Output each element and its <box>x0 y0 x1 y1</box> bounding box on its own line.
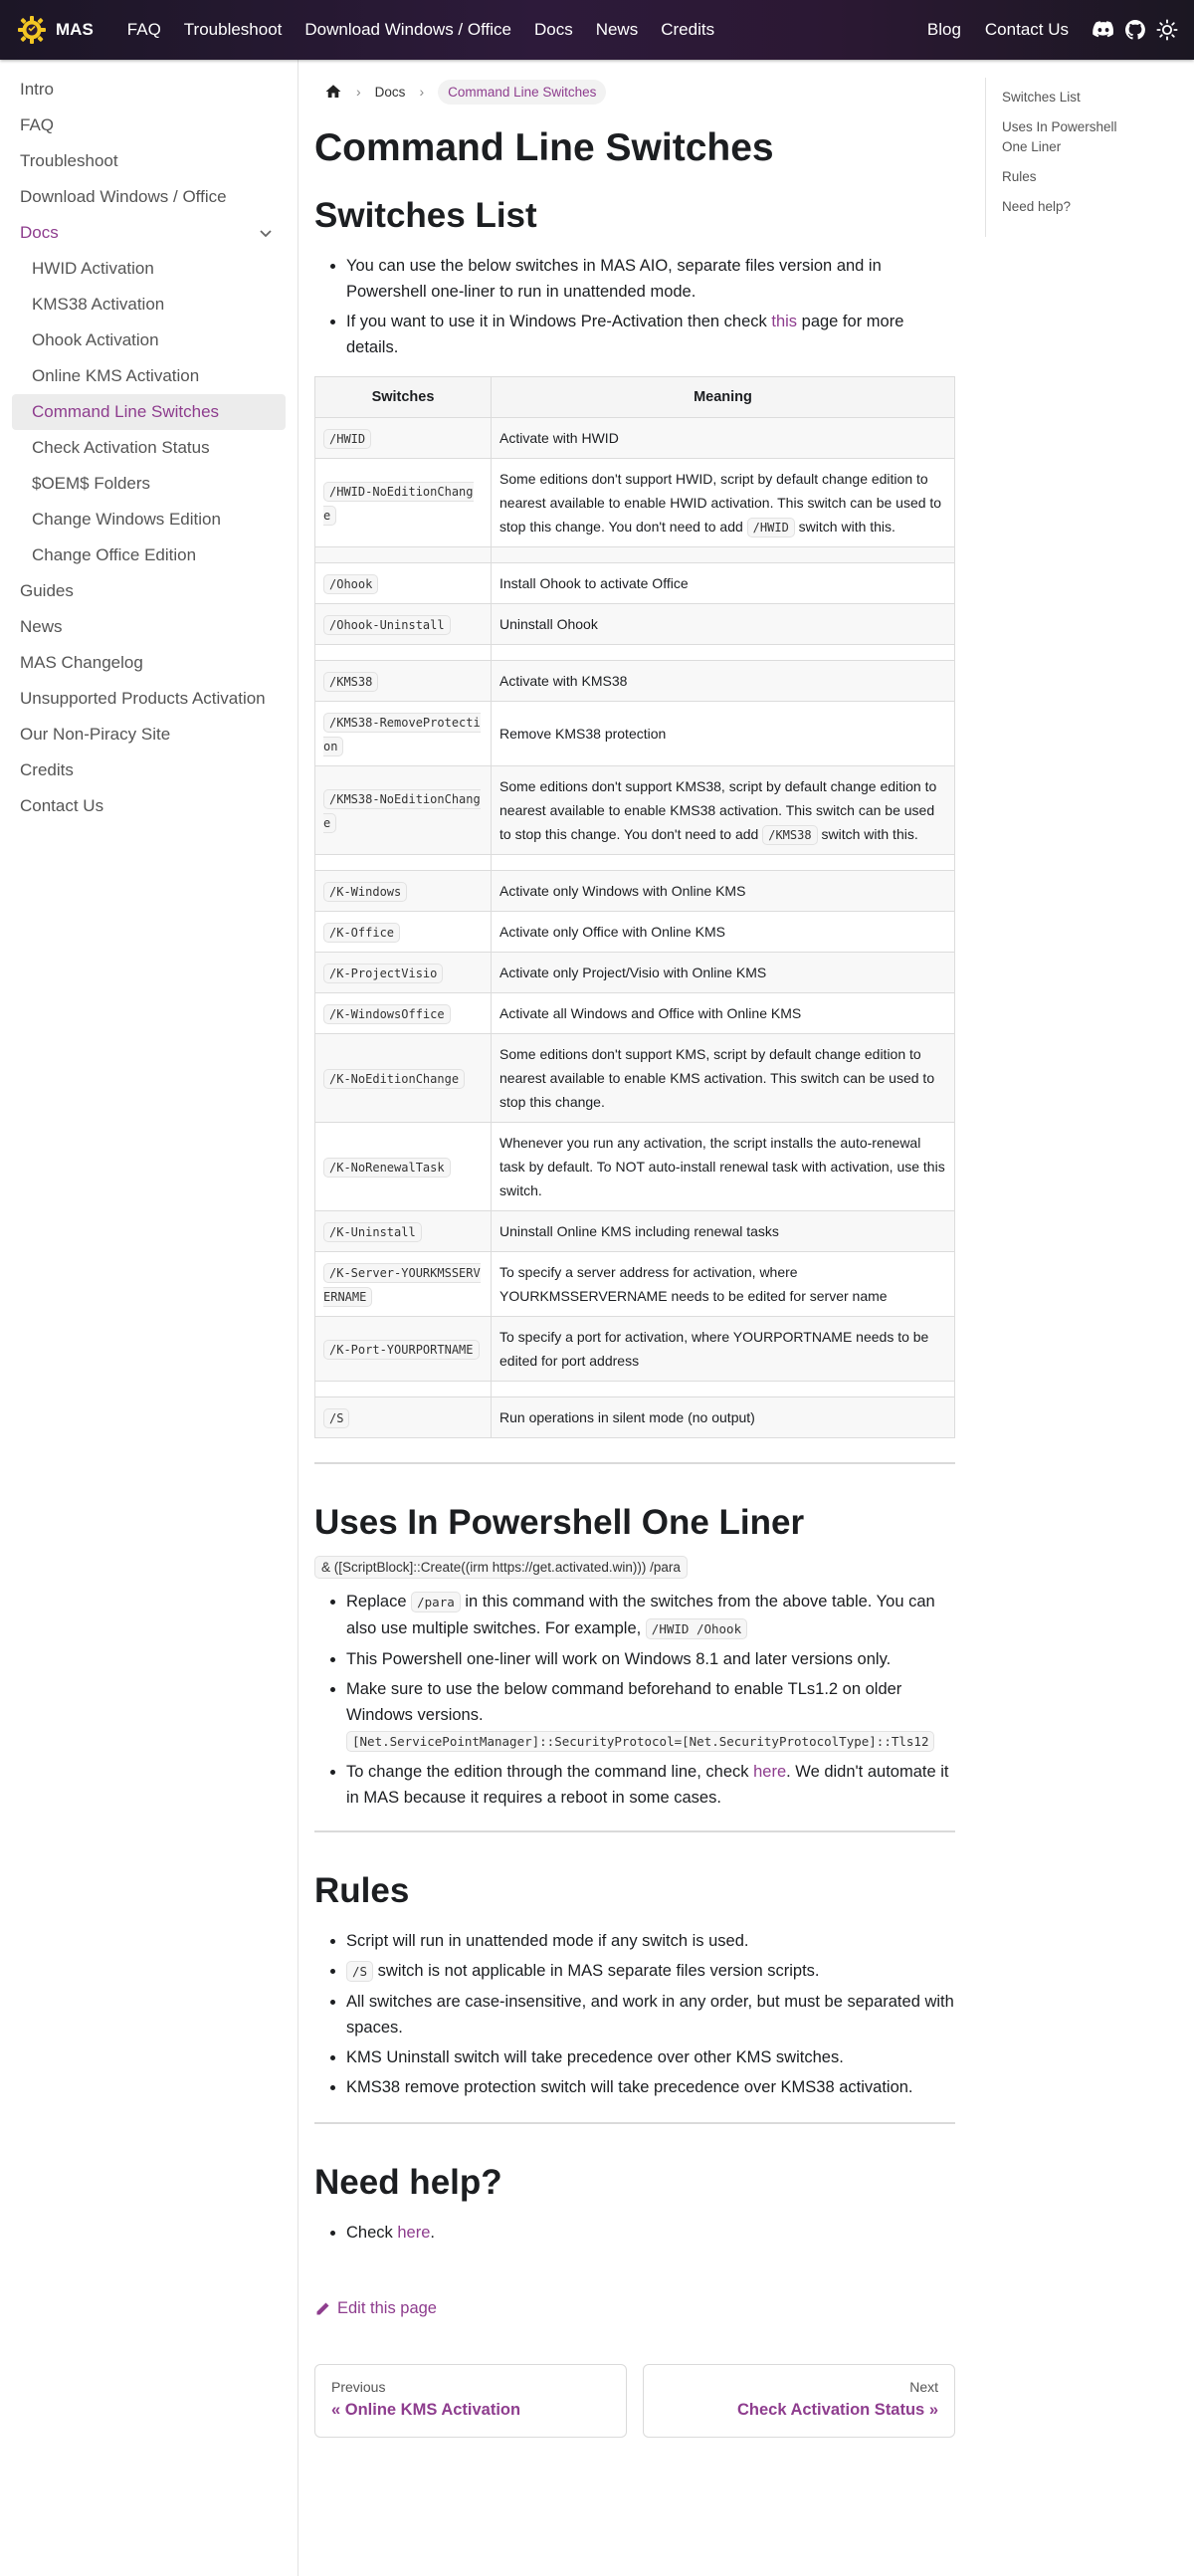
sidebar-item-command-line-switches[interactable]: Command Line Switches <box>12 394 286 430</box>
switch-code: /K-Server-YOURKMSSERVERNAME <box>323 1263 481 1307</box>
breadcrumb-current: Command Line Switches <box>438 80 606 105</box>
switch-code: /KMS38 <box>323 672 378 692</box>
switch-code: /HWID-NoEditionChange <box>323 482 474 526</box>
theme-toggle-sun-icon[interactable] <box>1156 19 1178 41</box>
docs-sidebar <box>0 60 298 2576</box>
toc-item-switches-list[interactable]: Switches List <box>1002 90 1081 105</box>
sidebar-item-change-windows-edition[interactable]: Change Windows Edition <box>32 510 221 529</box>
switch-code: /KMS38-NoEditionChange <box>323 789 481 833</box>
pencil-icon <box>314 2301 330 2317</box>
sidebar-item-online-kms[interactable]: Online KMS Activation <box>32 366 200 385</box>
switches-intro-list <box>314 253 955 360</box>
table-header-switches: Switches <box>315 377 492 418</box>
list-item: • This Powershell one-liner will work on Windows 8.1 and later versions only. <box>346 1646 955 1672</box>
sidebar-item-contact[interactable]: Contact Us <box>20 796 104 815</box>
sidebar-item-docs-label: Docs <box>20 223 59 242</box>
meaning-cell: Some editions don't support KMS, script by default change edition to nearest available to enable KMS activation. This switch can be used to stop this change. <box>492 1034 955 1123</box>
chevron-right-icon: › <box>419 84 425 100</box>
section-divider <box>314 1830 955 1832</box>
table-spacer-row <box>315 645 955 661</box>
sidebar-item-non-piracy[interactable]: Our Non-Piracy Site <box>20 725 171 744</box>
navbar-right <box>927 0 1178 60</box>
pager-label: Previous <box>331 2379 386 2395</box>
list-item: • All switches are case-insensitive, and work in any order, but must be separated with spaces. <box>346 1989 955 2040</box>
rules-list <box>314 1928 955 2100</box>
sidebar-item-download[interactable]: Download Windows / Office <box>20 187 227 206</box>
this-link[interactable]: this <box>771 313 798 330</box>
home-icon[interactable] <box>324 83 342 101</box>
sidebar-item-faq[interactable]: FAQ <box>20 115 55 134</box>
toc-item-powershell[interactable]: Uses In Powershell One Liner <box>1002 119 1117 154</box>
table-header-meaning: Meaning <box>492 377 955 418</box>
switch-code: /K-Office <box>323 923 400 943</box>
tls-command: [Net.ServicePointManager]::SecurityProtocol=[Net.SecurityProtocolType]::Tls12 <box>346 1731 934 1752</box>
switch-code: /K-Uninstall <box>323 1222 422 1242</box>
switch-code: /K-NoEditionChange <box>323 1069 465 1089</box>
next-page-card[interactable] <box>643 2364 955 2438</box>
nav-link-blog[interactable]: Blog <box>926 20 961 39</box>
heading-need-help: Need help? <box>314 2163 502 2202</box>
meaning-cell: Activate with HWID <box>492 418 955 459</box>
meaning-cell: Some editions don't support KMS38, script by default change edition to nearest available to enable KMS38 activation. This switch can be used to stop this change. You don't need to add /KMS38 switch with this. <box>492 766 955 855</box>
switches-table <box>314 376 955 1438</box>
sidebar-item-troubleshoot[interactable]: Troubleshoot <box>20 151 118 170</box>
heading-rules: Rules <box>314 1871 410 1910</box>
meaning-cell: Uninstall Online KMS including renewal tasks <box>492 1211 955 1252</box>
pager-title: Check Activation Status » <box>736 2401 938 2419</box>
heading-powershell: Uses In Powershell One Liner <box>314 1503 805 1542</box>
toc-item-need-help[interactable]: Need help? <box>1002 199 1072 214</box>
list-item: • Replace /para in this command with the switches from the above table. You can also use multiple switches. For example, /HWID /Ohook <box>346 1589 955 1642</box>
brand-link[interactable] <box>16 14 94 46</box>
help-list <box>314 2220 955 2246</box>
doc-pager <box>314 2364 955 2438</box>
table-spacer-row <box>315 1382 955 1397</box>
list-item: • Script will run in unattended mode if any switch is used. <box>346 1928 955 1954</box>
switch-code: /K-ProjectVisio <box>323 964 443 983</box>
table-row <box>315 563 955 604</box>
powershell-list <box>314 1589 955 1811</box>
sidebar-item-credits[interactable]: Credits <box>20 760 74 779</box>
table-spacer-row <box>315 855 955 871</box>
nav-link-troubleshoot[interactable]: Troubleshoot <box>183 20 283 39</box>
table-row <box>315 993 955 1034</box>
nav-link-credits[interactable]: Credits <box>661 20 715 39</box>
sidebar-item-ohook[interactable]: Ohook Activation <box>32 330 159 349</box>
switch-code: /K-Port-YOURPORTNAME <box>323 1340 480 1360</box>
table-header-row <box>315 377 955 418</box>
page-title: Command Line Switches <box>314 126 774 169</box>
section-divider <box>314 2122 955 2124</box>
sidebar-item-change-office-edition[interactable]: Change Office Edition <box>32 545 197 564</box>
gear-logo-icon <box>16 14 48 46</box>
github-icon[interactable] <box>1124 19 1146 41</box>
top-navbar <box>0 0 1194 60</box>
meaning-cell: To specify a port for activation, where YOURPORTNAME needs to be edited for port address <box>492 1317 955 1382</box>
help-here-link[interactable]: here <box>397 2224 431 2242</box>
list-item: • To change the edition through the command line, check here. We didn't automate it in MAS because it requires a reboot in some cases. <box>346 1759 955 1811</box>
table-row <box>315 766 955 855</box>
switch-code: /S <box>323 1408 349 1428</box>
list-item: • Check here. <box>346 2220 955 2246</box>
switch-code: /KMS38-RemoveProtection <box>323 713 481 756</box>
meaning-cell: Run operations in silent mode (no output) <box>492 1397 955 1438</box>
meaning-cell: Install Ohook to activate Office <box>492 563 955 604</box>
table-of-contents <box>985 78 1144 237</box>
list-item: • You can use the below switches in MAS AIO, separate files version and in Powershell one-liner to run in unattended mode. <box>346 253 955 305</box>
sidebar-item-docs[interactable] <box>12 215 286 251</box>
nav-link-faq[interactable]: FAQ <box>126 20 161 39</box>
meaning-cell: Activate only Windows with Online KMS <box>492 871 955 912</box>
sidebar-item-oem-folders[interactable]: $OEM$ Folders <box>32 474 151 493</box>
discord-icon[interactable] <box>1093 19 1114 41</box>
sidebar-item-kms38[interactable]: KMS38 Activation <box>32 295 165 314</box>
sidebar-item-hwid[interactable]: HWID Activation <box>32 259 154 278</box>
breadcrumb-docs[interactable]: Docs <box>374 84 406 100</box>
sidebar-item-check-activation[interactable]: Check Activation Status <box>32 438 210 457</box>
switch-code: /K-NoRenewalTask <box>323 1158 451 1178</box>
nav-link-news[interactable]: News <box>595 20 639 39</box>
toc-item-rules[interactable]: Rules <box>1002 169 1037 184</box>
switch-code: /HWID <box>323 429 371 449</box>
nav-link-download[interactable]: Download Windows / Office <box>304 20 511 39</box>
list-item: • If you want to use it in Windows Pre-Activation then check this page for more details. <box>346 309 955 360</box>
nav-link-docs[interactable]: Docs <box>533 20 573 39</box>
list-item: • Make sure to use the below command beforehand to enable TLs1.2 on older Windows versions. [Net.ServicePointManager]::SecurityProtocol=[Net.SecurityProtocolType]::Tls12 <box>346 1676 955 1755</box>
chevron-right-icon: › <box>356 84 361 100</box>
nav-link-contact[interactable]: Contact Us <box>984 20 1069 39</box>
table-row <box>315 1317 955 1382</box>
pager-label: Next <box>909 2379 938 2395</box>
table-row <box>315 1034 955 1123</box>
switch-code: /K-Windows <box>323 882 407 902</box>
breadcrumb <box>314 78 955 106</box>
table-row <box>315 1211 955 1252</box>
pager-title: « Online KMS Activation <box>331 2401 521 2419</box>
previous-page-card[interactable] <box>314 2364 627 2438</box>
list-item: • KMS Uninstall switch will take precedence over other KMS switches. <box>346 2044 955 2070</box>
table-row <box>315 1123 955 1211</box>
meaning-cell: Activate with KMS38 <box>492 661 955 702</box>
meaning-cell: Activate only Office with Online KMS <box>492 912 955 953</box>
brand-text: MAS <box>56 20 94 39</box>
edition-here-link[interactable]: here <box>753 1763 787 1781</box>
section-divider <box>314 1462 955 1464</box>
edit-page-link[interactable]: Edit this page <box>314 2299 955 2318</box>
list-item: • /S switch is not applicable in MAS separate files version scripts. <box>346 1958 955 1985</box>
table-row <box>315 661 955 702</box>
sidebar-item-intro[interactable]: Intro <box>20 80 55 99</box>
sidebar-item-guides[interactable]: Guides <box>20 581 74 600</box>
table-row <box>315 604 955 645</box>
switch-code: /Ohook <box>323 574 378 594</box>
sidebar-item-news[interactable]: News <box>20 617 63 636</box>
meaning-cell: Activate all Windows and Office with Online KMS <box>492 993 955 1034</box>
table-row <box>315 1397 955 1438</box>
meaning-cell: Uninstall Ohook <box>492 604 955 645</box>
powershell-command: & ([ScriptBlock]::Create((irm https://get.activated.win))) /para <box>314 1556 688 1579</box>
table-row <box>315 953 955 993</box>
table-row <box>315 702 955 766</box>
table-row <box>315 459 955 547</box>
meaning-cell: Whenever you run any activation, the script installs the auto-renewal task by default. To NOT auto-install renewal task with activation, use this switch. <box>492 1123 955 1211</box>
switch-code: /Ohook-Uninstall <box>323 615 451 635</box>
table-spacer-row <box>315 547 955 563</box>
table-row <box>315 912 955 953</box>
table-row <box>315 1252 955 1317</box>
table-row <box>315 871 955 912</box>
table-row <box>315 418 955 459</box>
meaning-cell: Remove KMS38 protection <box>492 702 955 766</box>
heading-switches-list: Switches List <box>314 196 537 235</box>
meaning-cell: Some editions don't support HWID, script by default change edition to nearest available to enable HWID activation. This switch can be used to stop this change. You don't need to add /HWID switch with this. <box>492 459 955 547</box>
main-content <box>314 60 955 2438</box>
sidebar-item-changelog[interactable]: MAS Changelog <box>20 653 143 672</box>
meaning-cell: To specify a server address for activation, where YOURKMSSERVERNAME needs to be edited for server name <box>492 1252 955 1317</box>
chevron-down-icon[interactable] <box>258 225 274 241</box>
switch-code: /K-WindowsOffice <box>323 1004 451 1024</box>
list-item: • KMS38 remove protection switch will take precedence over KMS38 activation. <box>346 2074 955 2100</box>
sidebar-item-unsupported[interactable]: Unsupported Products Activation <box>20 689 266 708</box>
meaning-cell: Activate only Project/Visio with Online KMS <box>492 953 955 993</box>
